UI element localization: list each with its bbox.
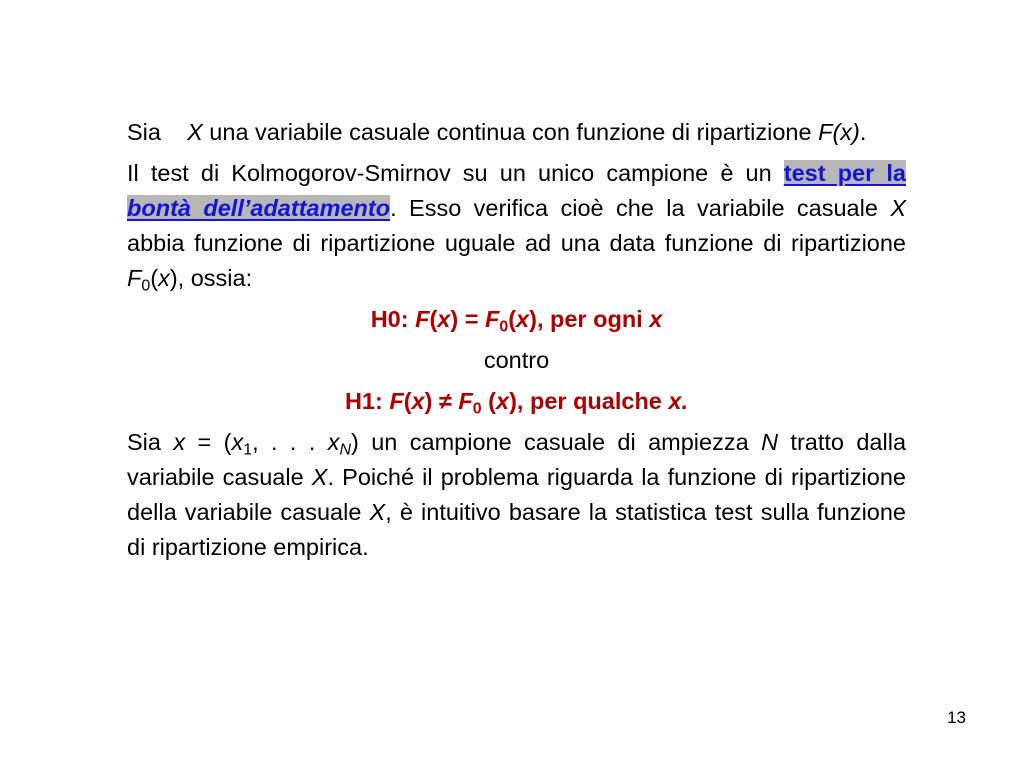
sample-paragraph (127, 425, 906, 565)
h0-x: x (437, 306, 451, 332)
alternative-hypothesis (127, 384, 906, 419)
subscript-N: N (339, 441, 352, 459)
sample-drawn-text: tratto dalla variabile casuale (127, 429, 907, 490)
intro-text: una variabile casuale continua con funzione di ripartizione (202, 119, 819, 145)
h1-F0: F (458, 388, 473, 414)
h0-paren: ( (429, 306, 438, 332)
h0-paren-2: ( (508, 306, 517, 332)
h1-F: F (389, 388, 404, 414)
sample-text: ) un campione casuale di ampiezza (351, 429, 762, 455)
h0-F: F (415, 306, 430, 332)
h0-per-ogni: ), per ogni (529, 306, 650, 332)
intro-word-sia: Sia (127, 119, 161, 145)
h0-label: H0: (370, 306, 416, 332)
sample-conclusion-text: , è intuitivo basare la statistica test sulla funzione di ripartizione empirica. (127, 499, 906, 560)
variable-x: x (158, 265, 170, 291)
function-F0: F (127, 265, 142, 291)
null-hypothesis (127, 302, 906, 337)
h0-F0: F (484, 306, 500, 332)
h1-per-qualche: ), per qualche (509, 388, 669, 414)
h1-paren-2: ( (481, 388, 497, 414)
variable-X: X (890, 195, 907, 221)
variable-N: N (761, 429, 779, 455)
variable-xN: x (327, 429, 340, 455)
test-description-paragraph (127, 156, 906, 296)
function-Fx: F(x) (818, 119, 860, 145)
h1-not-equal: ) ≠ (424, 388, 459, 414)
variable-X: X (187, 119, 203, 145)
h1-x-2: x (496, 388, 510, 414)
h1-subscript: 0 (472, 400, 482, 418)
h1-label: H1: (344, 388, 390, 414)
intro-paragraph (127, 115, 906, 150)
subscript-0: 0 (141, 277, 151, 295)
test-verify-text: . Esso verifica cioè che la variabile casuale (390, 195, 891, 221)
subscript-1: 1 (243, 441, 253, 459)
h1-x-3: x. (668, 388, 689, 414)
h0-equals: ) = (450, 306, 485, 332)
h0-x-2: x (516, 306, 530, 332)
slide-body (127, 115, 906, 571)
test-description-text: Il test di Kolmogorov-Smirnov su un unico campione è un (127, 160, 784, 186)
sample-text-sia: Sia (127, 429, 174, 455)
variable-x: x (173, 429, 186, 455)
h0-x-3: x (649, 306, 663, 332)
sample-ellipsis: , . . . (252, 429, 328, 455)
link-text-part2: bontà dell’adattamento (127, 195, 391, 221)
sample-problem-text: . Poiché il problema riguarda la funzione di ripartizione della variabile casuale (127, 464, 906, 525)
variable-X: X (311, 464, 328, 490)
h1-paren: ( (403, 388, 412, 414)
test-function-text: abbia funzione di ripartizione uguale ad una data funzione di ripartizione (127, 230, 906, 256)
link-text-part1: test per la (783, 160, 906, 186)
intro-end: . (859, 119, 867, 145)
h0-subscript: 0 (499, 318, 509, 336)
sample-equals: = ( (185, 429, 232, 455)
paren-open: ( (150, 265, 159, 291)
h1-x: x (411, 388, 425, 414)
contro-text: contro (483, 347, 550, 373)
ossia-text: ), ossia: (169, 265, 253, 291)
page-number: 13 (947, 708, 966, 727)
variable-X-2: X (369, 499, 386, 525)
variable-x1: x (231, 429, 244, 455)
